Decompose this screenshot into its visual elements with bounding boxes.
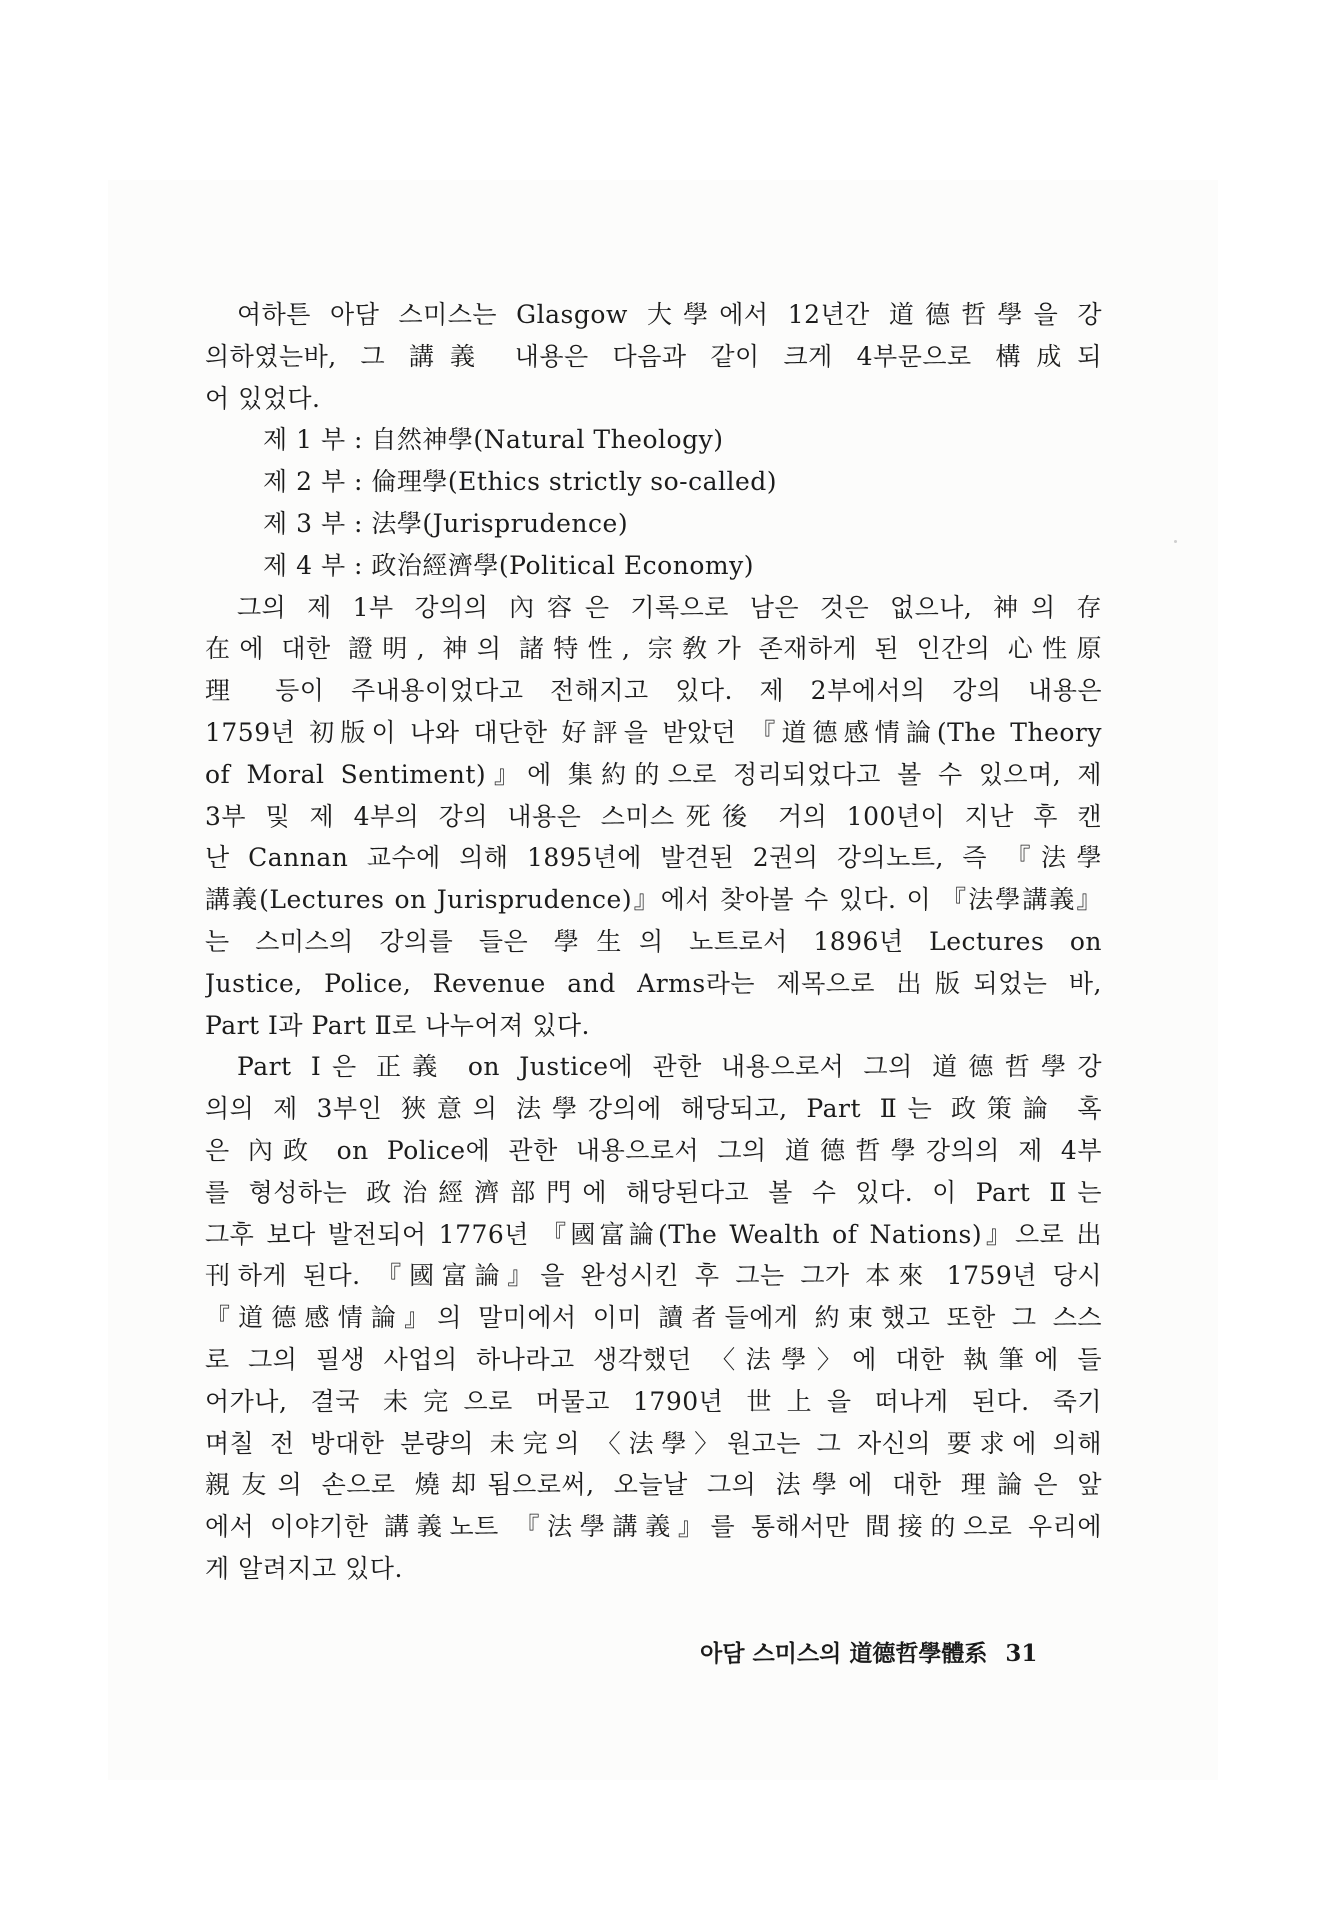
text-line: 그후 보다 발전되어 1776년 『國富論(The Wealth of Nations)』으로 出 xyxy=(205,1219,1102,1249)
text-line: 刊하게 된다. 『國富論』을 완성시킨 후 그는 그가 本來 1759년 당시 xyxy=(205,1261,1102,1291)
text-line: 는 스미스의 강의를 들은 學生의 노트로서 1896년 Lectures on xyxy=(205,926,1102,956)
text-line: 3부 및 제 4부의 강의 내용은 스미스死後 거의 100년이 지난 후 캔 xyxy=(205,801,1102,831)
text-line: Justice, Police, Revenue and Arms라는 제목으로 出版되었는 바, xyxy=(205,968,1102,998)
text-line: of Moral Sentiment)』에 集約的으로 정리되었다고 볼 수 있으며, 제 xyxy=(205,759,1102,789)
text-line: 난 Cannan 교수에 의해 1895년에 발견된 2권의 강의노트, 즉 『法學 xyxy=(205,843,1102,873)
text-line: 게 알려지고 있다. xyxy=(205,1553,403,1583)
text-line: 在에 대한 證明, 神의 諸特性, 宗敎가 존재하게 된 인간의 心性原 xyxy=(205,634,1102,664)
text-line: 어 있었다. xyxy=(205,383,321,413)
page-number: 31 xyxy=(1005,1640,1038,1667)
text-line: 어가나, 결국 未完으로 머물고 1790년 世上을 떠나게 된다. 죽기 xyxy=(205,1386,1102,1416)
list-item-part-3: 제 3 부 : 法學(Jurisprudence) xyxy=(263,508,629,538)
text-line: Part Ⅰ과 Part Ⅱ로 나누어져 있다. xyxy=(205,1010,590,1040)
text-line: 를 형성하는 政治經濟部門에 해당된다고 볼 수 있다. 이 Part Ⅱ는 xyxy=(205,1177,1102,1207)
list-item-part-2: 제 2 부 : 倫理學(Ethics strictly so-called) xyxy=(263,467,778,497)
text-line: 그의 제 1부 강의의 內容은 기록으로 남은 것은 없으나, 神의 存 xyxy=(237,592,1102,622)
text-line: 여하튼 아담 스미스는 Glasgow 大學에서 12년간 道德哲學을 강 xyxy=(237,300,1102,329)
text-line: 로 그의 필생 사업의 하나라고 생각했던 〈法學〉에 대한 執筆에 들 xyxy=(205,1344,1102,1374)
text-line: Part Ⅰ은 正義 on Justice에 관한 내용으로서 그의 道德哲學강 xyxy=(237,1052,1102,1082)
running-title: 아담 스미스의 道德哲學體系 xyxy=(700,1640,988,1667)
text-line: 의하였는바, 그 講義 내용은 다음과 같이 크게 4부문으로 構成되 xyxy=(205,341,1102,371)
body-text xyxy=(205,294,1102,1590)
text-line: 1759년 初版이 나와 대단한 好評을 받았던 『道德感情論(The Theory xyxy=(205,717,1102,747)
text-line: 의의 제 3부인 狹意의 法學강의에 해당되고, Part Ⅱ는 政策論 혹 xyxy=(205,1094,1102,1124)
text-line: 며칠 전 방대한 분량의 未完의 〈法學〉원고는 그 자신의 要求에 의해 xyxy=(205,1428,1102,1458)
text-line: 理 등이 주내용이었다고 전해지고 있다. 제 2부에서의 강의 내용은 xyxy=(205,676,1102,706)
text-line: 『道德感情論』의 말미에서 이미 讀者들에게 約束했고 또한 그 스스 xyxy=(205,1303,1102,1333)
list-item-part-4: 제 4 부 : 政治經濟學(Political Economy) xyxy=(263,550,754,580)
text-line: 講義(Lectures on Jurisprudence)』에서 찾아볼 수 있다. 이 『法學講義』 xyxy=(205,885,1102,915)
text-line: 은 內政 on Police에 관한 내용으로서 그의 道德哲學강의의 제 4부 xyxy=(205,1135,1102,1165)
page-footer xyxy=(700,1635,1110,1668)
scan-speck xyxy=(1174,540,1177,543)
text-line: 에서 이야기한 講義노트 『法學講義』를 통해서만 間接的으로 우리에 xyxy=(205,1512,1102,1542)
text-line: 親友의 손으로 燒却됨으로써, 오늘날 그의 法學에 대한 理論은 앞 xyxy=(205,1470,1102,1500)
list-item-part-1: 제 1 부 : 自然神學(Natural Theology) xyxy=(263,425,724,455)
